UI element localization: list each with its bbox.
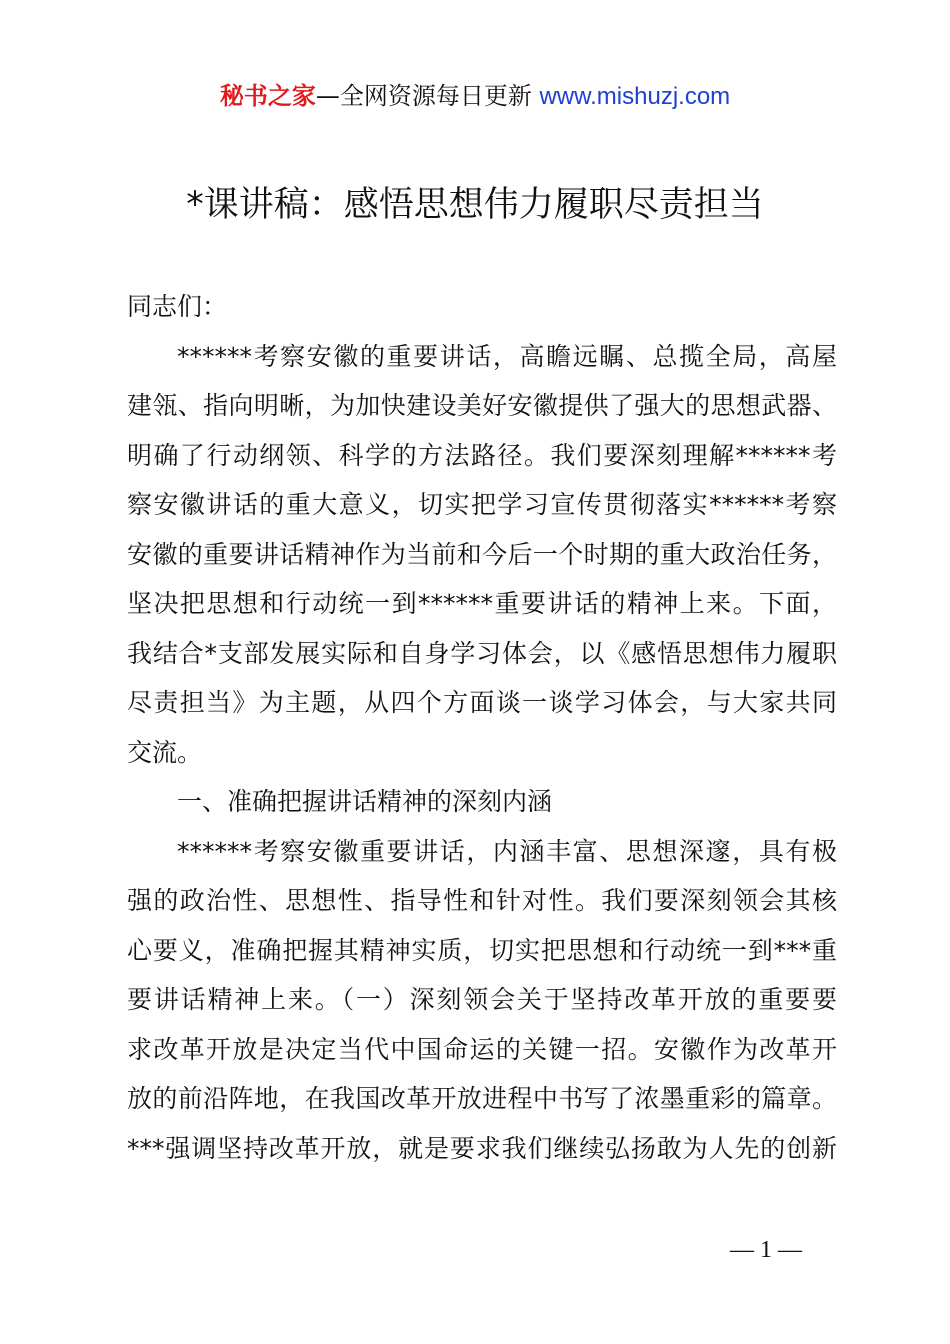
paragraph-line: 明确了行动纲领、科学的方法路径。我们要深刻理解******考 — [127, 440, 837, 470]
paragraph-line: 察安徽讲话的重大意义，切实把学习宣传贯彻落实******考察 — [127, 490, 837, 519]
document-title: *课讲稿：感悟思想伟力履职尽责担当 — [186, 185, 764, 225]
paragraph-line: 心要义，准确把握其精神实质，切实把思想和行动统一到***重 — [127, 935, 837, 965]
paragraph-line: 交流。 — [127, 737, 203, 767]
salutation: 同志们： — [127, 292, 228, 321]
site-brand: 秘书之家 — [219, 82, 316, 110]
paragraph-line: ******考察安徽重要讲话，内涵丰富、思想深邃，具有极 — [177, 836, 837, 866]
paragraph-line: 安徽的重要讲话精神作为当前和今后一个时期的重大政治任务， — [127, 539, 837, 569]
paragraph-line: 求改革开放是决定当代中国命运的关键一招。安徽作为改革开 — [127, 1034, 837, 1064]
paragraph-line: 强的政治性、思想性、指导性和针对性。我们要深刻领会其核 — [127, 886, 837, 915]
page-number: — 1 — — [730, 1237, 802, 1263]
paragraph-line: ******考察安徽的重要讲话，高瞻远瞩、总揽全局，高屋 — [177, 341, 837, 371]
site-tagline: —全网资源每日更新 — [315, 82, 540, 110]
paragraph-line: 放的前沿阵地，在我国改革开放进程中书写了浓墨重彩的篇章。 — [127, 1084, 837, 1113]
document-body — [127, 282, 837, 1173]
section-heading: 一、准确把握讲话精神的深刻内涵 — [177, 787, 553, 816]
paragraph-line: 坚决把思想和行动统一到******重要讲话的精神上来。下面， — [127, 589, 837, 618]
paragraph-line: 要讲话精神上来。（一）深刻领会关于坚持改革开放的重要要 — [127, 985, 837, 1014]
paragraph-line: 尽责担当》为主题，从四个方面谈一谈学习体会，与大家共同 — [127, 688, 837, 717]
paragraph-line: 建瓴、指向明晰，为加快建设美好安徽提供了强大的思想武器、 — [127, 391, 837, 420]
paragraph-line: ***强调坚持改革开放，就是要求我们继续弘扬敢为人先的创新 — [127, 1133, 837, 1163]
site-header — [0, 78, 950, 115]
paragraph-line: 我结合*支部发展实际和自身学习体会，以《感悟思想伟力履职 — [127, 638, 837, 668]
site-url-link[interactable]: www.mishuzj.com — [539, 83, 731, 110]
